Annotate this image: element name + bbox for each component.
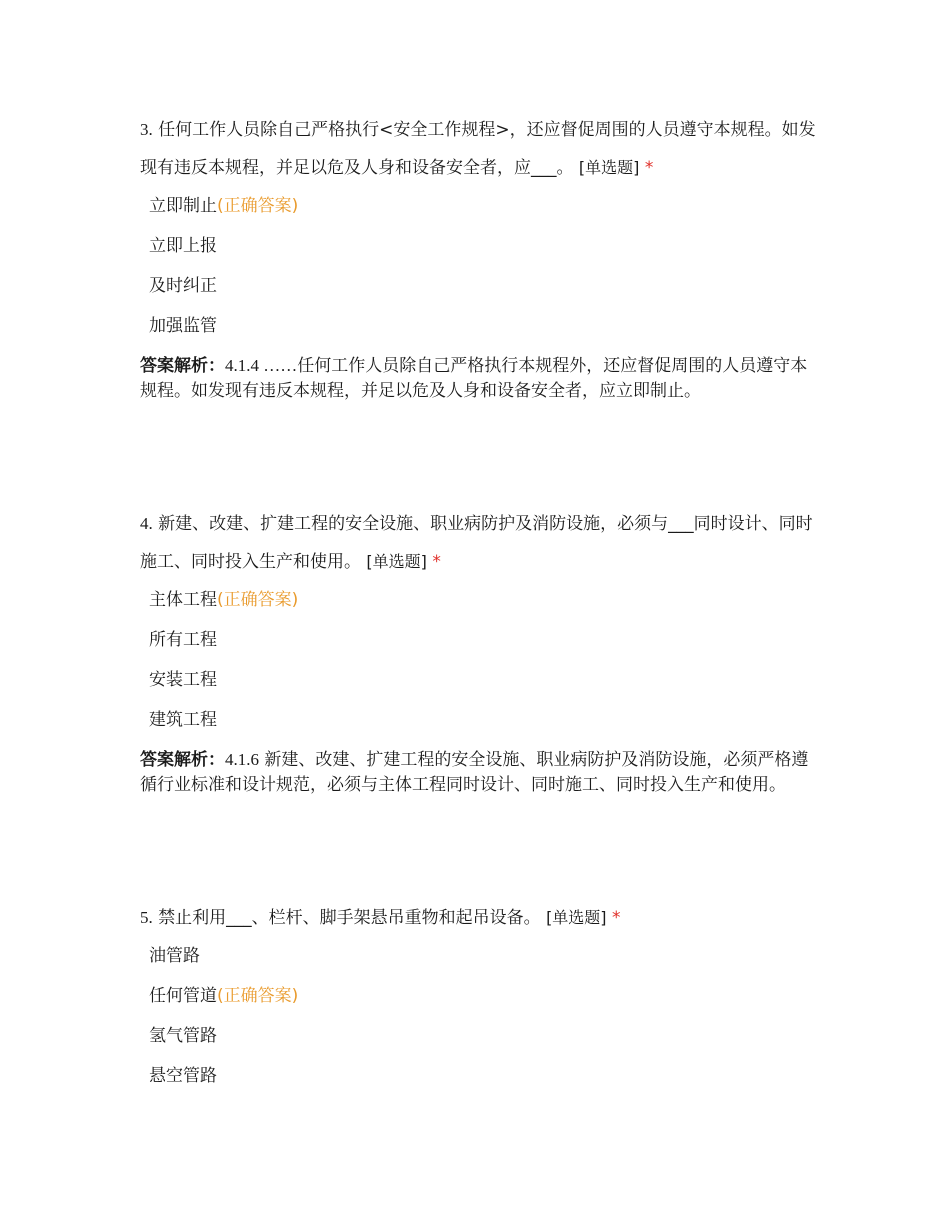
question-4 xyxy=(140,505,820,798)
answer-analysis xyxy=(140,747,820,798)
answer-analysis xyxy=(140,353,820,404)
option-text: 加强监管 xyxy=(149,316,217,336)
option-item[interactable] xyxy=(140,946,820,986)
question-text: 任何工作人员除自己严格执行<安全工作规程>，还应督促周围的人员遵守本规程。如发现有违反本规程，并足以危及人身和设备安全者，应___。 xyxy=(140,120,816,178)
option-text: 建筑工程 xyxy=(149,710,217,730)
option-item[interactable] xyxy=(140,590,820,630)
option-text: 任何管道 xyxy=(149,986,217,1006)
required-mark: * xyxy=(611,908,621,928)
option-text: 主体工程 xyxy=(149,590,217,610)
required-mark: * xyxy=(644,158,654,178)
option-item[interactable] xyxy=(140,236,820,276)
question-3 xyxy=(140,111,820,404)
question-5 xyxy=(140,899,820,1106)
option-item[interactable] xyxy=(140,630,820,670)
option-text: 安装工程 xyxy=(149,670,217,690)
question-number: 5. xyxy=(140,908,153,927)
question-type: [单选题] xyxy=(578,158,640,177)
option-item[interactable] xyxy=(140,1026,820,1066)
option-text: 及时纠正 xyxy=(149,276,217,296)
question-stem xyxy=(140,505,820,581)
question-number: 4. xyxy=(140,514,153,533)
option-list xyxy=(140,946,820,1106)
option-item[interactable] xyxy=(140,986,820,1026)
option-text: 油管路 xyxy=(149,946,200,966)
option-text: 悬空管路 xyxy=(149,1066,217,1086)
question-stem xyxy=(140,111,820,187)
option-item[interactable] xyxy=(140,316,820,356)
question-number: 3. xyxy=(140,120,153,139)
option-item[interactable] xyxy=(140,710,820,750)
analysis-text: 任何工作人员除自己严格执行本规程外，还应督促周围的人员遵守本规程。如发现有违反本规程，并足以危及人身和设备安全者，应立即制止。 xyxy=(140,356,808,401)
analysis-text: 新建、改建、扩建工程的安全设施、职业病防护及消防设施，必须严格遵循行业标准和设计规范，必须与主体工程同时设计、同时施工、同时投入生产和使用。 xyxy=(140,750,809,795)
option-list xyxy=(140,590,820,750)
analysis-reference: 4.1.4 …… xyxy=(225,356,298,375)
question-text: 新建、改建、扩建工程的安全设施、职业病防护及消防设施，必须与___同时设计、同时施工、同时投入生产和使用。 xyxy=(140,514,813,572)
analysis-label: 答案解析： xyxy=(140,356,225,376)
question-type: [单选题] xyxy=(546,908,607,927)
question-stem xyxy=(140,899,820,937)
option-item[interactable] xyxy=(140,196,820,236)
option-text: 立即上报 xyxy=(149,236,217,256)
correct-answer-tag: (正确答案) xyxy=(217,196,299,216)
option-item[interactable] xyxy=(140,670,820,710)
required-mark: * xyxy=(432,552,441,572)
analysis-reference: 4.1.6 xyxy=(225,750,259,769)
option-text: 所有工程 xyxy=(149,630,217,650)
option-list xyxy=(140,196,820,356)
option-text: 氢气管路 xyxy=(149,1026,217,1046)
question-type: [单选题] xyxy=(366,552,427,571)
option-item[interactable] xyxy=(140,1066,820,1106)
option-item[interactable] xyxy=(140,276,820,316)
correct-answer-tag: (正确答案) xyxy=(217,590,299,610)
question-text: 禁止利用___、栏杆、脚手架悬吊重物和起吊设备。 xyxy=(158,908,541,928)
option-text: 立即制止 xyxy=(149,196,217,216)
correct-answer-tag: (正确答案) xyxy=(217,986,299,1006)
analysis-label: 答案解析： xyxy=(140,750,225,770)
